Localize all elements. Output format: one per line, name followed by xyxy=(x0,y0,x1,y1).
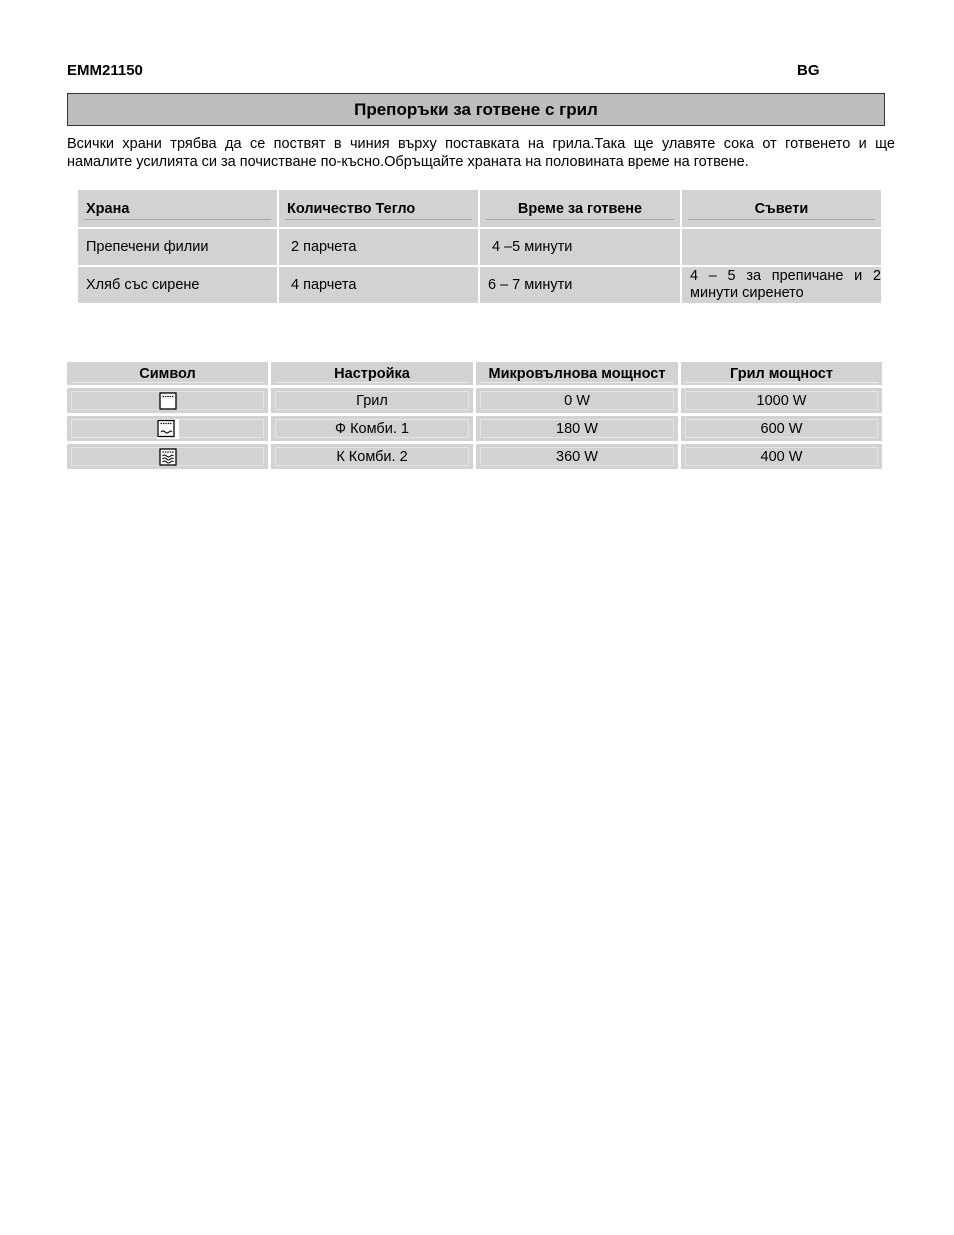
header-symbol: Символ xyxy=(67,362,268,385)
cell-setting: Ф Комби. 1 xyxy=(271,416,473,441)
header-grill-power: Грил мощност xyxy=(681,362,882,385)
table-row xyxy=(78,267,883,303)
cell-symbol xyxy=(67,444,268,469)
tip-line-1: 4 – 5 за препичане и 2 xyxy=(690,268,881,284)
intro-line-1: Всички храни трябва да се поствят в чиния върху поставката на грила.Така ще улавяте сока от готвенето и ще xyxy=(67,136,895,152)
intro-paragraph xyxy=(67,135,895,171)
header-time: Време за готвене xyxy=(480,190,680,227)
tip-line-2: минути сиренето xyxy=(690,285,804,301)
table-row xyxy=(78,229,883,265)
cell-grill-power: 400 W xyxy=(681,444,882,469)
cell-time: 6 – 7 минути xyxy=(480,267,680,303)
model-number: EMM21150 xyxy=(67,62,143,79)
cell-grill-power: 600 W xyxy=(681,416,882,441)
table-header-row xyxy=(67,362,882,385)
cell-microwave-power: 180 W xyxy=(476,416,678,441)
table-row xyxy=(67,444,882,469)
cell-tips xyxy=(682,267,881,303)
table-row xyxy=(67,388,882,413)
cell-setting: Грил xyxy=(271,388,473,413)
language-code: BG xyxy=(797,62,820,79)
header-setting: Настройка xyxy=(271,362,473,385)
header-food: Храна xyxy=(78,190,277,227)
combi-2-icon xyxy=(159,448,177,466)
cell-quantity: 4 парчета xyxy=(279,267,478,303)
cell-symbol xyxy=(67,416,268,441)
intro-line-2: намалите усилията си за почистване по-късно.Обръщайте храната на половината време на готвене. xyxy=(67,154,749,170)
section-title: Препоръки за готвене с грил xyxy=(354,99,598,119)
cell-quantity: 2 парчета xyxy=(279,229,478,265)
table-row xyxy=(67,416,882,441)
grill-cooking-table xyxy=(78,190,883,305)
cell-microwave-power: 0 W xyxy=(476,388,678,413)
section-title-bar xyxy=(67,93,885,126)
power-settings-table xyxy=(67,362,882,472)
header-tips: Съвети xyxy=(682,190,881,227)
cell-microwave-power: 360 W xyxy=(476,444,678,469)
combi-1-icon xyxy=(157,419,179,439)
table-header-row xyxy=(78,190,883,227)
cell-food: Хляб със сирене xyxy=(78,267,277,303)
cell-symbol xyxy=(67,388,268,413)
header-quantity: Количество Тегло xyxy=(279,190,478,227)
grill-icon xyxy=(159,392,177,410)
header-microwave-power: Микровълнова мощност xyxy=(476,362,678,385)
cell-grill-power: 1000 W xyxy=(681,388,882,413)
cell-setting: К Комби. 2 xyxy=(271,444,473,469)
cell-food: Препечени филии xyxy=(78,229,277,265)
cell-time: 4 –5 минути xyxy=(480,229,680,265)
cell-tips xyxy=(682,229,881,265)
